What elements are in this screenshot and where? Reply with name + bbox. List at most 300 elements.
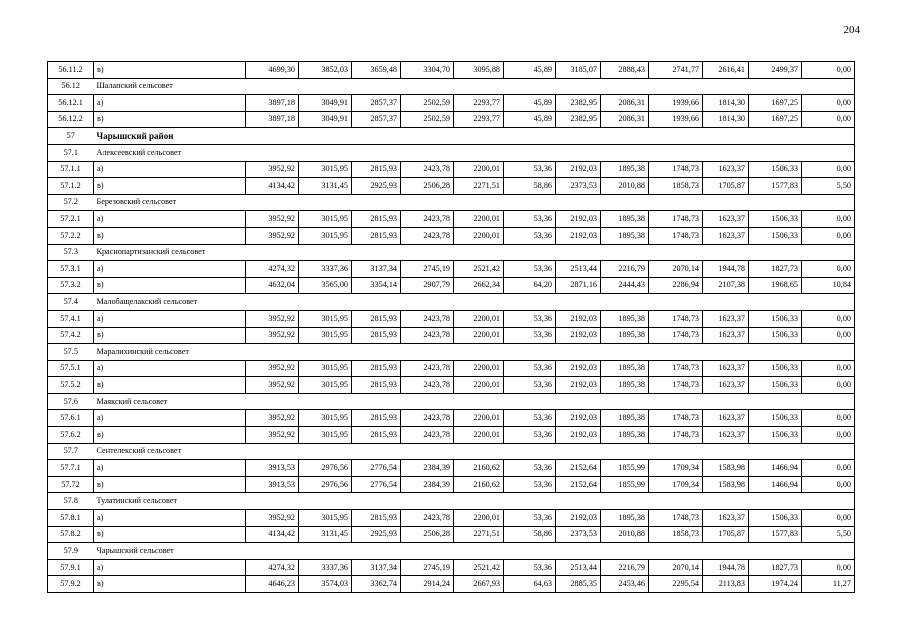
- value-cell: 53,36: [504, 211, 556, 228]
- value-cell: 53,36: [504, 327, 556, 344]
- row-code: 57.7.1: [48, 460, 94, 477]
- value-cell: 2815,93: [352, 211, 401, 228]
- table-row: [48, 211, 855, 228]
- value-cell: 3049,91: [299, 111, 352, 128]
- value-cell: 2815,93: [352, 427, 401, 444]
- row-label: в): [94, 377, 246, 394]
- row-code: 57.2: [48, 194, 94, 211]
- value-cell: 3952,92: [246, 377, 299, 394]
- value-cell: 1748,73: [649, 227, 703, 244]
- section-header-row: [48, 543, 855, 560]
- value-cell: 1466,94: [749, 476, 802, 493]
- value-cell: 2521,42: [454, 261, 504, 278]
- value-cell: 1974,24: [749, 576, 802, 593]
- value-cell: 53,36: [504, 559, 556, 576]
- section-header-row: [48, 443, 855, 460]
- section-title: Шалапский сельсовет: [94, 78, 855, 95]
- value-cell: 1895,38: [601, 310, 649, 327]
- value-cell: 3185,07: [556, 62, 601, 79]
- value-cell: 1895,38: [601, 211, 649, 228]
- value-cell: 53,36: [504, 510, 556, 527]
- value-cell: 3337,36: [299, 559, 352, 576]
- value-cell: 2502,59: [401, 95, 454, 112]
- value-cell: 2815,93: [352, 377, 401, 394]
- value-cell: 0,00: [802, 476, 855, 493]
- section-title: Маралихинский сельсовет: [94, 344, 855, 361]
- row-code: 57.3: [48, 244, 94, 261]
- value-cell: 2423,78: [401, 427, 454, 444]
- value-cell: 3015,95: [299, 227, 352, 244]
- section-header-row: [48, 344, 855, 361]
- value-cell: 1895,38: [601, 227, 649, 244]
- value-cell: 2423,78: [401, 227, 454, 244]
- value-cell: 1705,87: [703, 178, 749, 195]
- value-cell: 1709,34: [649, 476, 703, 493]
- value-cell: 2192,03: [556, 377, 601, 394]
- value-cell: 3304,70: [401, 62, 454, 79]
- table-row: [48, 526, 855, 543]
- table-row: [48, 261, 855, 278]
- value-cell: 1855,99: [601, 476, 649, 493]
- table-row: [48, 476, 855, 493]
- value-cell: 1895,38: [601, 327, 649, 344]
- value-cell: 2513,44: [556, 261, 601, 278]
- row-code: 57.7: [48, 443, 94, 460]
- value-cell: 53,36: [504, 161, 556, 178]
- value-cell: 2192,03: [556, 161, 601, 178]
- value-cell: 3095,88: [454, 62, 504, 79]
- section-title: Березовский сельсовет: [94, 194, 855, 211]
- value-cell: 4632,04: [246, 277, 299, 294]
- value-cell: 64,63: [504, 576, 556, 593]
- value-cell: 45,89: [504, 111, 556, 128]
- value-cell: 4134,42: [246, 526, 299, 543]
- value-cell: 4699,30: [246, 62, 299, 79]
- value-cell: 3015,95: [299, 327, 352, 344]
- row-code: 57.5.2: [48, 377, 94, 394]
- section-header-row: [48, 244, 855, 261]
- row-code: 57.9.2: [48, 576, 94, 593]
- value-cell: 2192,03: [556, 327, 601, 344]
- value-cell: 3952,92: [246, 427, 299, 444]
- value-cell: 1577,83: [749, 526, 802, 543]
- section-title: Алексеевский сельсовет: [94, 144, 855, 161]
- value-cell: 1939,66: [649, 111, 703, 128]
- row-label: а): [94, 211, 246, 228]
- district-title: Чарышский район: [94, 128, 855, 145]
- value-cell: 2271,51: [454, 178, 504, 195]
- value-cell: 2160,62: [454, 476, 504, 493]
- value-cell: 2741,77: [649, 62, 703, 79]
- value-cell: 2914,24: [401, 576, 454, 593]
- row-code: 57.3.1: [48, 261, 94, 278]
- row-code: 57.3.2: [48, 277, 94, 294]
- row-label: в): [94, 178, 246, 195]
- value-cell: 2513,44: [556, 559, 601, 576]
- value-cell: 2776,54: [352, 460, 401, 477]
- value-cell: 0,00: [802, 111, 855, 128]
- value-cell: 2521,42: [454, 559, 504, 576]
- value-cell: 1748,73: [649, 211, 703, 228]
- district-header-row: [48, 128, 855, 145]
- table-row: [48, 427, 855, 444]
- value-cell: 3015,95: [299, 360, 352, 377]
- value-cell: 2382,95: [556, 111, 601, 128]
- value-cell: 0,00: [802, 95, 855, 112]
- value-cell: 2815,93: [352, 410, 401, 427]
- value-cell: 4646,23: [246, 576, 299, 593]
- row-code: 57.9: [48, 543, 94, 560]
- value-cell: 1577,83: [749, 178, 802, 195]
- value-cell: 53,36: [504, 410, 556, 427]
- value-cell: 53,36: [504, 310, 556, 327]
- value-cell: 3137,34: [352, 559, 401, 576]
- value-cell: 1506,33: [749, 410, 802, 427]
- value-cell: 2506,28: [401, 178, 454, 195]
- row-label: а): [94, 510, 246, 527]
- value-cell: 2086,31: [601, 111, 649, 128]
- value-cell: 0,00: [802, 360, 855, 377]
- value-cell: 1855,99: [601, 460, 649, 477]
- table-row: [48, 310, 855, 327]
- value-cell: 2423,78: [401, 211, 454, 228]
- value-cell: 2384,39: [401, 460, 454, 477]
- row-code: 57.6: [48, 393, 94, 410]
- value-cell: 1895,38: [601, 360, 649, 377]
- value-cell: 3049,91: [299, 95, 352, 112]
- row-code: 57.2.1: [48, 211, 94, 228]
- value-cell: 1623,37: [703, 161, 749, 178]
- value-cell: 1827,73: [749, 559, 802, 576]
- table-row: [48, 178, 855, 195]
- value-cell: 2423,78: [401, 327, 454, 344]
- table-row: [48, 410, 855, 427]
- value-cell: 5,50: [802, 178, 855, 195]
- value-cell: 2192,03: [556, 211, 601, 228]
- value-cell: 0,00: [802, 510, 855, 527]
- value-cell: 2815,93: [352, 327, 401, 344]
- section-title: Чарышский сельсовет: [94, 543, 855, 560]
- row-code: 57.2.2: [48, 227, 94, 244]
- value-cell: 3015,95: [299, 510, 352, 527]
- value-cell: 2286,94: [649, 277, 703, 294]
- value-cell: 0,00: [802, 410, 855, 427]
- row-label: а): [94, 360, 246, 377]
- value-cell: 3015,95: [299, 427, 352, 444]
- value-cell: 2423,78: [401, 377, 454, 394]
- value-cell: 1623,37: [703, 427, 749, 444]
- value-cell: 1466,94: [749, 460, 802, 477]
- value-cell: 2506,28: [401, 526, 454, 543]
- section-title: Тулатинский сельсовет: [94, 493, 855, 510]
- value-cell: 2200,01: [454, 427, 504, 444]
- row-code: 57.8: [48, 493, 94, 510]
- value-cell: 3015,95: [299, 410, 352, 427]
- value-cell: 3565,00: [299, 277, 352, 294]
- value-cell: 3913,53: [246, 460, 299, 477]
- value-cell: 1506,33: [749, 310, 802, 327]
- value-cell: 58,86: [504, 178, 556, 195]
- value-cell: 2423,78: [401, 410, 454, 427]
- value-cell: 0,00: [802, 227, 855, 244]
- value-cell: 1623,37: [703, 410, 749, 427]
- value-cell: 1623,37: [703, 510, 749, 527]
- row-label: а): [94, 95, 246, 112]
- table-row: [48, 111, 855, 128]
- value-cell: 3952,92: [246, 227, 299, 244]
- value-cell: 3362,74: [352, 576, 401, 593]
- value-cell: 64,20: [504, 277, 556, 294]
- value-cell: 3952,92: [246, 161, 299, 178]
- value-cell: 2192,03: [556, 410, 601, 427]
- value-cell: 5,50: [802, 526, 855, 543]
- value-cell: 2502,59: [401, 111, 454, 128]
- table-row: [48, 62, 855, 79]
- value-cell: 3131,45: [299, 526, 352, 543]
- value-cell: 1709,34: [649, 460, 703, 477]
- section-title: Маякский сельсовет: [94, 393, 855, 410]
- value-cell: 2216,79: [601, 261, 649, 278]
- row-label: а): [94, 161, 246, 178]
- value-cell: 3897,18: [246, 95, 299, 112]
- value-cell: 11,27: [802, 576, 855, 593]
- value-cell: 1623,37: [703, 310, 749, 327]
- value-cell: 1748,73: [649, 327, 703, 344]
- value-cell: 2662,34: [454, 277, 504, 294]
- value-cell: 4134,42: [246, 178, 299, 195]
- row-label: в): [94, 62, 246, 79]
- value-cell: 2444,43: [601, 277, 649, 294]
- row-code: 57.6.2: [48, 427, 94, 444]
- value-cell: 2976,56: [299, 476, 352, 493]
- row-label: а): [94, 261, 246, 278]
- value-cell: 3137,34: [352, 261, 401, 278]
- value-cell: 3913,53: [246, 476, 299, 493]
- value-cell: 2499,37: [749, 62, 802, 79]
- section-title: Сентелекский сельсовет: [94, 443, 855, 460]
- value-cell: 2667,93: [454, 576, 504, 593]
- value-cell: 2815,93: [352, 360, 401, 377]
- section-header-row: [48, 194, 855, 211]
- table-row: [48, 327, 855, 344]
- value-cell: 2160,62: [454, 460, 504, 477]
- value-cell: 1506,33: [749, 161, 802, 178]
- value-cell: 3574,03: [299, 576, 352, 593]
- value-cell: 1748,73: [649, 410, 703, 427]
- value-cell: 1814,30: [703, 95, 749, 112]
- value-cell: 2857,37: [352, 95, 401, 112]
- value-cell: 1939,66: [649, 95, 703, 112]
- value-cell: 2423,78: [401, 510, 454, 527]
- value-cell: 2616,41: [703, 62, 749, 79]
- value-cell: 2200,01: [454, 360, 504, 377]
- table-row: [48, 161, 855, 178]
- value-cell: 1506,33: [749, 510, 802, 527]
- value-cell: 1944,78: [703, 261, 749, 278]
- value-cell: 2200,01: [454, 227, 504, 244]
- row-label: а): [94, 460, 246, 477]
- row-label: в): [94, 526, 246, 543]
- value-cell: 2293,77: [454, 111, 504, 128]
- value-cell: 3131,45: [299, 178, 352, 195]
- value-cell: 1895,38: [601, 510, 649, 527]
- value-cell: 2192,03: [556, 310, 601, 327]
- value-cell: 2745,19: [401, 261, 454, 278]
- value-cell: 53,36: [504, 261, 556, 278]
- value-cell: 3337,36: [299, 261, 352, 278]
- value-cell: 0,00: [802, 327, 855, 344]
- value-cell: 1705,87: [703, 526, 749, 543]
- value-cell: 2200,01: [454, 310, 504, 327]
- row-code: 57.8.2: [48, 526, 94, 543]
- value-cell: 1895,38: [601, 410, 649, 427]
- section-header-row: [48, 78, 855, 95]
- value-cell: 2192,03: [556, 360, 601, 377]
- value-cell: 1748,73: [649, 310, 703, 327]
- value-cell: 3952,92: [246, 310, 299, 327]
- value-cell: 2086,31: [601, 95, 649, 112]
- value-cell: 1623,37: [703, 360, 749, 377]
- value-cell: 1748,73: [649, 510, 703, 527]
- value-cell: 2200,01: [454, 211, 504, 228]
- value-cell: 53,36: [504, 460, 556, 477]
- row-code: 57.1.1: [48, 161, 94, 178]
- value-cell: 2815,93: [352, 310, 401, 327]
- value-cell: 3015,95: [299, 161, 352, 178]
- value-cell: 3015,95: [299, 211, 352, 228]
- value-cell: 2113,83: [703, 576, 749, 593]
- value-cell: 2423,78: [401, 310, 454, 327]
- value-cell: 1506,33: [749, 360, 802, 377]
- value-cell: 1827,73: [749, 261, 802, 278]
- value-cell: 53,36: [504, 227, 556, 244]
- value-cell: 2192,03: [556, 227, 601, 244]
- value-cell: 2815,93: [352, 161, 401, 178]
- row-code: 56.12.1: [48, 95, 94, 112]
- value-cell: 2384,39: [401, 476, 454, 493]
- row-label: в): [94, 427, 246, 444]
- value-cell: 1748,73: [649, 360, 703, 377]
- value-cell: 3015,95: [299, 377, 352, 394]
- value-cell: 53,36: [504, 476, 556, 493]
- table-row: [48, 559, 855, 576]
- value-cell: 2373,53: [556, 178, 601, 195]
- table-row: [48, 576, 855, 593]
- value-cell: 1858,73: [649, 526, 703, 543]
- value-cell: 1697,25: [749, 111, 802, 128]
- section-title: Малобащелакский сельсовет: [94, 294, 855, 311]
- value-cell: 2776,54: [352, 476, 401, 493]
- value-cell: 1895,38: [601, 161, 649, 178]
- value-cell: 3354,14: [352, 277, 401, 294]
- table-row: [48, 227, 855, 244]
- table-row: [48, 277, 855, 294]
- value-cell: 1968,65: [749, 277, 802, 294]
- row-code: 57.6.1: [48, 410, 94, 427]
- value-cell: 58,86: [504, 526, 556, 543]
- value-cell: 1583,98: [703, 476, 749, 493]
- value-cell: 2010,88: [601, 526, 649, 543]
- row-label: в): [94, 476, 246, 493]
- value-cell: 2815,93: [352, 227, 401, 244]
- value-cell: 3952,92: [246, 211, 299, 228]
- value-cell: 3952,92: [246, 327, 299, 344]
- row-label: а): [94, 310, 246, 327]
- value-cell: 53,36: [504, 427, 556, 444]
- value-cell: 1506,33: [749, 327, 802, 344]
- value-cell: 1748,73: [649, 377, 703, 394]
- value-cell: 0,00: [802, 559, 855, 576]
- value-cell: 2200,01: [454, 510, 504, 527]
- value-cell: 2423,78: [401, 161, 454, 178]
- value-cell: 0,00: [802, 261, 855, 278]
- row-label: в): [94, 327, 246, 344]
- value-cell: 1895,38: [601, 377, 649, 394]
- value-cell: 1506,33: [749, 211, 802, 228]
- value-cell: 3015,95: [299, 310, 352, 327]
- row-code: 56.12: [48, 78, 94, 95]
- value-cell: 2295,54: [649, 576, 703, 593]
- value-cell: 2871,16: [556, 277, 601, 294]
- table-row: [48, 95, 855, 112]
- value-cell: 2925,93: [352, 178, 401, 195]
- section-header-row: [48, 493, 855, 510]
- value-cell: 1748,73: [649, 161, 703, 178]
- value-cell: 2907,79: [401, 277, 454, 294]
- value-cell: 2200,01: [454, 410, 504, 427]
- value-cell: 0,00: [802, 460, 855, 477]
- value-cell: 2200,01: [454, 377, 504, 394]
- value-cell: 3952,92: [246, 510, 299, 527]
- value-cell: 2200,01: [454, 327, 504, 344]
- value-cell: 3852,03: [299, 62, 352, 79]
- value-cell: 3952,92: [246, 410, 299, 427]
- value-cell: 2192,03: [556, 510, 601, 527]
- row-code: 57.1: [48, 144, 94, 161]
- value-cell: 45,89: [504, 95, 556, 112]
- value-cell: 53,36: [504, 360, 556, 377]
- row-code: 57.72: [48, 476, 94, 493]
- value-cell: 2925,93: [352, 526, 401, 543]
- value-cell: 1944,78: [703, 559, 749, 576]
- value-cell: 2453,46: [601, 576, 649, 593]
- value-cell: 1814,30: [703, 111, 749, 128]
- value-cell: 1623,37: [703, 377, 749, 394]
- row-code: 57: [48, 128, 94, 145]
- value-cell: 1506,33: [749, 377, 802, 394]
- value-cell: 4274,32: [246, 261, 299, 278]
- value-cell: 1748,73: [649, 427, 703, 444]
- section-title: Краснопартизанский сельсовет: [94, 244, 855, 261]
- section-header-row: [48, 393, 855, 410]
- row-code: 57.1.2: [48, 178, 94, 195]
- row-code: 56.11.2: [48, 62, 94, 79]
- value-cell: 1697,25: [749, 95, 802, 112]
- value-cell: 2857,37: [352, 111, 401, 128]
- row-code: 57.8.1: [48, 510, 94, 527]
- value-cell: 0,00: [802, 377, 855, 394]
- value-cell: 1506,33: [749, 227, 802, 244]
- row-code: 57.4.2: [48, 327, 94, 344]
- value-cell: 1506,33: [749, 427, 802, 444]
- page-number: 204: [843, 24, 860, 36]
- row-label: а): [94, 410, 246, 427]
- row-label: в): [94, 277, 246, 294]
- section-header-row: [48, 144, 855, 161]
- table-body: [48, 62, 855, 593]
- value-cell: 53,36: [504, 377, 556, 394]
- value-cell: 0,00: [802, 211, 855, 228]
